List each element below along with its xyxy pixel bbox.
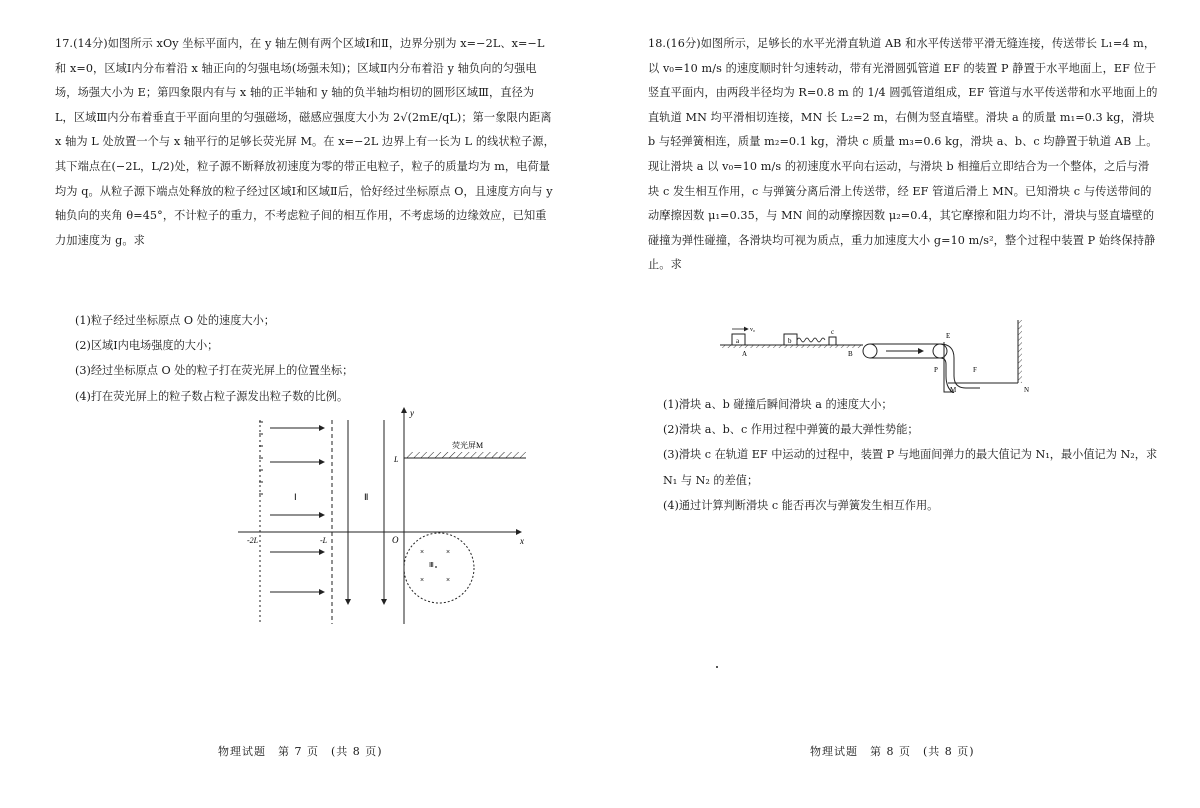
label-M: M [950,386,957,393]
tick-neg-2L: -2L [247,536,259,545]
tick-neg-L: -L [320,536,328,545]
question-18-subquestions [663,392,1163,518]
page-8-footer: 物理试题 第 8 页 (共 8 页) [810,745,975,758]
screen-label: 荧光屏M [452,441,484,450]
tick-L: L [394,455,399,464]
question-18-sub-1: (1)滑块 a、b 碰撞后瞬间滑块 a 的速度大小； [663,398,893,411]
label-A: A [742,350,748,358]
region-2-label: Ⅱ [364,492,369,502]
label-N: N [1024,386,1030,393]
region-1-field-arrows [270,428,324,592]
question-18-sub-2: (2)滑块 a、b、c 作用过程中弹簧的最大弹性势能； [663,423,919,437]
question-17-text [55,32,555,253]
page-8 [600,0,1200,808]
question-17-sub-2: (2)区域Ⅰ内电场强度的大小； [75,339,219,353]
question-18-figure [718,318,1048,393]
question-18-intro: 18.(16分)如图所示，足够长的水平光滑直轨道 AB 和水平传送带平滑无缝连接，传送带长 L₁=4 m，以 v₀=10 m/s 的速度顺时针匀速转动，带有光滑圆弧管道 EF 的装置 P 静置于水平地面上，EF 位于竖直平面内，由两段半径均为 R=0.8 m 的 1/4 圆弧管道组成，EF 管道与水平传送带和水平地面上的直轨道 MN 均平滑相切连接，MN 长 L₂=2 m，右侧为竖直墙壁。滑块 a 的质量 m₁=0.3 kg，滑块 b 与轻弹簧相连，质量 m₂=0.1 kg，滑块 c 质量 m₃=0.6 kg，滑块 a、b、c 均静置于轨道 AB 上。现让滑块 a 以 v₀=10 m/s 的初速度水平向右运动，与滑块 b 相撞后立即结合为一个整体，之后与滑块 c 发生相互作用，c 与弹簧分离后滑上传送带，经 EF 管道后滑上 MN。已知滑块 c 与传送带间的动摩擦因数 μ₁=0.35，与 MN 间的动摩擦因数 μ₂=0.4，其它摩擦和阻力均不计，滑块与竖直墙壁的碰撞为弹性碰撞，各滑块均可视为质点，重力加速度大小 g=10 m/s²，整个过程中装置 P 始终保持静止。求 [648,37,1158,272]
region-2-field-arrows [348,420,384,604]
svg-text:×: × [420,549,425,556]
question-18-sub-4: (4)通过计算判断滑块 c 能否再次与弹簧发生相互作用。 [663,498,939,512]
region-1-label: Ⅰ [294,492,297,502]
region-3-label: Ⅲ [429,561,434,569]
question-17-sub-3: (3)经过坐标原点 O 处的粒子打在荧光屏上的位置坐标； [75,364,354,378]
spring [797,338,825,342]
origin-label: O [392,535,399,545]
svg-text:×: × [446,577,451,584]
conveyor-belt [863,344,947,358]
svg-text:×: × [446,549,451,556]
region-3-circle [404,533,474,603]
question-17-figure [236,402,536,632]
particle-source [259,422,263,494]
label-B: B [848,350,853,358]
scan-speck [716,666,718,668]
question-17-sub-1: (1)粒子经过坐标原点 O 处的速度大小； [75,314,275,327]
block-c-label: c [831,328,835,336]
page-7-footer: 物理试题 第 7 页 (共 8 页) [218,745,383,758]
question-17-sub-4: (4)打在荧光屏上的粒子数占粒子源发出粒子数的比例。 [75,389,349,403]
question-18-sub-3: (3)滑块 c 在轨道 EF 中运动的过程中，装置 P 与地面间弹力的最大值记为 N₁，最小值记为 N₂，求 N₁ 与 N₂ 的差值； [663,448,1158,487]
y-axis-label: y [410,408,414,418]
svg-text:×: × [420,577,425,584]
screen-hatching [406,452,526,458]
question-17-subquestions [75,308,555,409]
magnetic-field-marks [420,549,450,584]
block-c [829,337,836,345]
block-b-label: b [788,337,792,345]
wall-hatch [1018,320,1022,383]
question-18-text [648,32,1158,278]
label-E: E [946,332,951,340]
block-a-label: a [736,337,740,345]
label-F: F [973,366,977,374]
label-P: P [934,366,938,374]
question-17-intro: 17.(14分)如图所示 xOy 坐标平面内，在 y 轴左侧有两个区域Ⅰ和Ⅱ，边界分别为 x=−2L、x=−L 和 x=0，区域Ⅰ内分布着沿 x 轴正向的匀强电场(场强未知)；区域Ⅱ内分布着沿 y 轴负向的匀强电场，场强大小为 E；第四象限内有与 x 轴的正半轴和 y 轴的负半轴均相切的圆形区域Ⅲ，直径为 L，区域Ⅲ内分布着垂直于平面向里的匀强磁场，磁感应强度大小为 2√(2mE/qL)；第一象限内距离 x 轴为 L 处放置一个与 x 轴平行的足够长荧光屏 M。在 x=−2L 边界上有一长为 L 的线状粒子源，其下端点在(−2L，L/2)处，粒子源不断释放初速度为零的带正电粒子，粒子的质量均为 m，电荷量均为 q。从粒子源下端点处释放的粒子经过区域Ⅰ和区域Ⅱ后，恰好经过坐标原点 O，且速度方向与 y 轴负向的夹角 θ=45°，不计粒子的重力，不考虑粒子间的相互作用，不考虑场的边缘效应，已知重力加速度为 g。求 [55,37,555,247]
velocity-label: v₀ [750,327,756,333]
x-axis-label: x [520,536,524,546]
circle-center [435,566,437,568]
